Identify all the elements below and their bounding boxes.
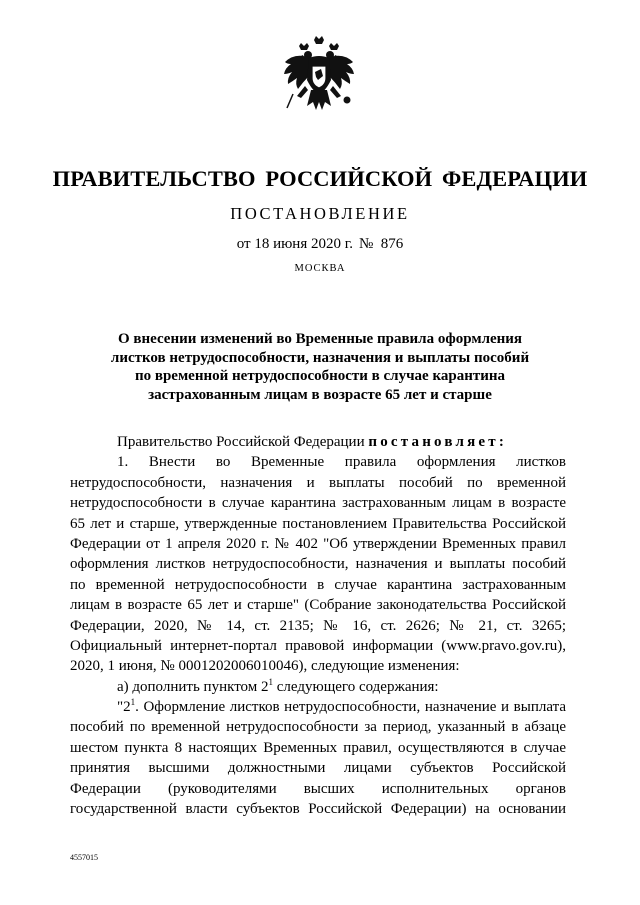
body-line: 65 лет и старше, утвержденные постановлением Правительства Российской	[70, 515, 566, 532]
document-date: от 18 июня 2020 г.	[236, 236, 353, 252]
government-title: ПРАВИТЕЛЬСТВО РОССИЙСКОЙ ФЕДЕРАЦИИ	[52, 166, 588, 191]
item-a-text-end: следующего содержания:	[273, 678, 439, 695]
quote-superscript: 1	[130, 697, 136, 708]
document-subject	[70, 330, 570, 404]
coat-of-arms-icon	[281, 36, 357, 116]
quote-line: шестом пункта 8 настоящих Временных правил, осуществляются в случае	[70, 739, 566, 756]
item-a-superscript: 1	[268, 676, 274, 687]
document-city: МОСКВА	[294, 263, 346, 274]
item-a-text: а) дополнить пунктом 2	[117, 678, 269, 695]
body-line: Федерации, 2020, № 14, ст. 2135; № 16, ст. 2626; № 21, ст. 3265;	[70, 617, 566, 634]
preamble-line	[70, 432, 566, 452]
body-line: лицам в возрасте 65 лет и старше" (Собрание законодательства Российской	[70, 597, 566, 614]
document-number: № 876	[358, 236, 404, 252]
quote-line: принятия высшими должностными лицами субъектов Российской	[70, 760, 566, 777]
body-line: 2020, 1 июня, № 0001202006010046), следующие изменения:	[70, 658, 460, 675]
document-body	[70, 432, 566, 819]
quote-open: "2	[117, 699, 131, 716]
quote-line: Федерации (руководителями высших исполнительных органов	[70, 780, 566, 797]
body-line: Федерации от 1 апреля 2020 г. № 402 "Об утверждении Временных правил	[70, 535, 566, 552]
body-line: 1. Внести во Временные правила оформления листков	[117, 454, 566, 471]
subject-line: О внесении изменений во Временные правила оформления	[117, 331, 523, 347]
preamble-decree: постановляет:	[368, 434, 508, 450]
preamble-lead: Правительство Российской Федерации	[117, 434, 365, 450]
quote-first-line	[70, 697, 566, 717]
quote-first-text: . Оформление листков нетрудоспособности, назначение и выплата	[135, 699, 566, 716]
item-a-line	[70, 677, 566, 697]
body-line: Официальный интернет-портал правовой информации (www.pravo.gov.ru),	[70, 637, 566, 654]
body-line: оформления листков нетрудоспособности, назначения и выплаты пособий	[70, 556, 566, 573]
subject-line: по временной нетрудоспособности в случае карантина	[134, 368, 506, 384]
body-line: по временной нетрудоспособности в случае карантина застрахованным	[70, 576, 566, 593]
quote-line: пособий по временной нетрудоспособности за период, указанный в абзаце	[70, 719, 566, 736]
quote-line: государственной власти субъектов Российской Федерации) на основании	[70, 801, 566, 818]
subject-line: листков нетрудоспособности, назначения и выплаты пособий	[110, 349, 530, 366]
document-date-number	[0, 236, 640, 253]
body-line: нетрудоспособности в случае карантина застрахованным лицам в возрасте	[70, 495, 566, 512]
document-type: ПОСТАНОВЛЕНИЕ	[230, 204, 410, 223]
body-line: нетрудоспособности, назначения и выплаты пособий по временной	[70, 474, 566, 491]
footer-document-code: 4557015	[70, 853, 98, 862]
subject-line: застрахованным лицам в возрасте 65 лет и старше	[148, 386, 492, 403]
